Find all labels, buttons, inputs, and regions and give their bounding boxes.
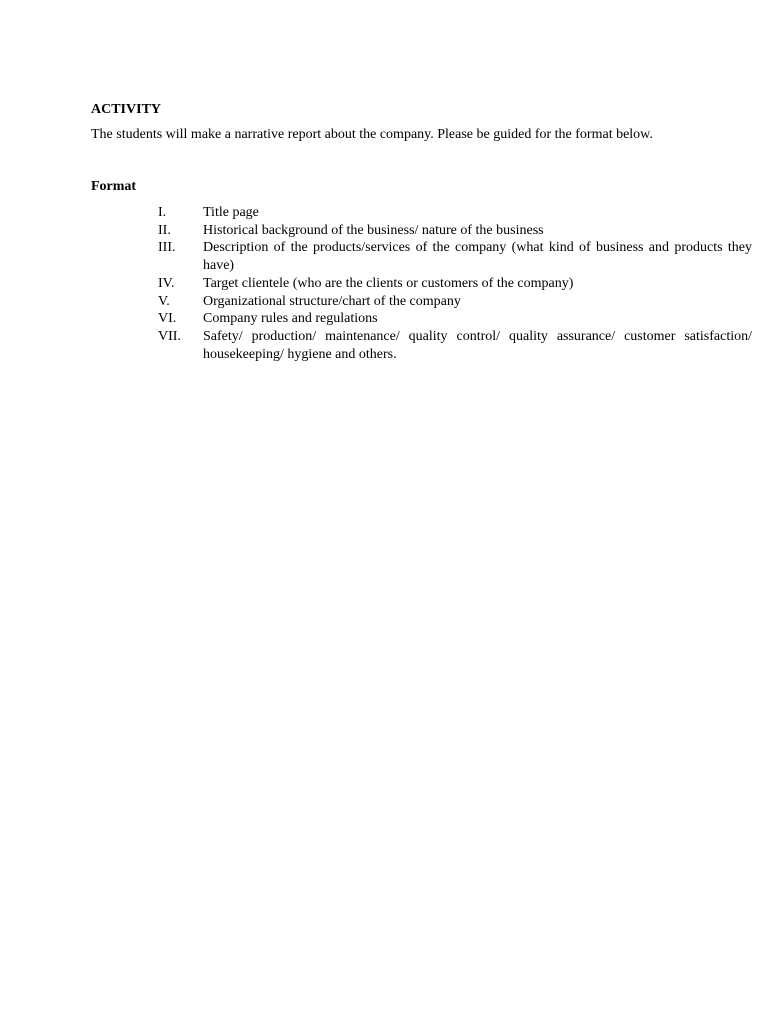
- format-item-numeral: VI.: [158, 311, 177, 327]
- format-item-numeral: IV.: [158, 275, 175, 291]
- format-item-numeral: VII.: [158, 328, 181, 344]
- format-item-numeral: I.: [158, 205, 167, 220]
- format-item-text: Target clientele (who are the clients or customers of the company): [203, 275, 574, 291]
- format-list: [158, 204, 752, 363]
- format-item-6: [158, 310, 752, 328]
- format-item-5: [158, 293, 752, 311]
- format-item-text: Description of the products/services of the company (what kind of business and products they have): [203, 240, 752, 274]
- format-item-1: [158, 204, 752, 222]
- format-item-text: Title page: [203, 205, 259, 220]
- format-item-3: [158, 239, 752, 274]
- format-item-numeral: V.: [158, 293, 170, 309]
- format-item-numeral: II.: [158, 222, 171, 238]
- intro-paragraph: The students will make a narrative report about the company. Please be guided for the format below.: [91, 127, 653, 142]
- format-heading: Format: [91, 179, 137, 194]
- format-item-text: Company rules and regulations: [203, 311, 378, 327]
- format-item-4: [158, 275, 752, 293]
- format-item-text: Safety/ production/ maintenance/ quality control/ quality assurance/ customer satisfaction/ housekeeping/ hygiene and others.: [203, 328, 752, 362]
- format-item-text: Historical background of the business/ nature of the business: [203, 222, 544, 238]
- format-item-text: Organizational structure/chart of the company: [203, 293, 461, 309]
- format-item-2: [158, 222, 752, 240]
- format-item-7: [158, 328, 752, 363]
- activity-heading: ACTIVITY: [91, 102, 162, 117]
- format-item-numeral: III.: [158, 240, 176, 256]
